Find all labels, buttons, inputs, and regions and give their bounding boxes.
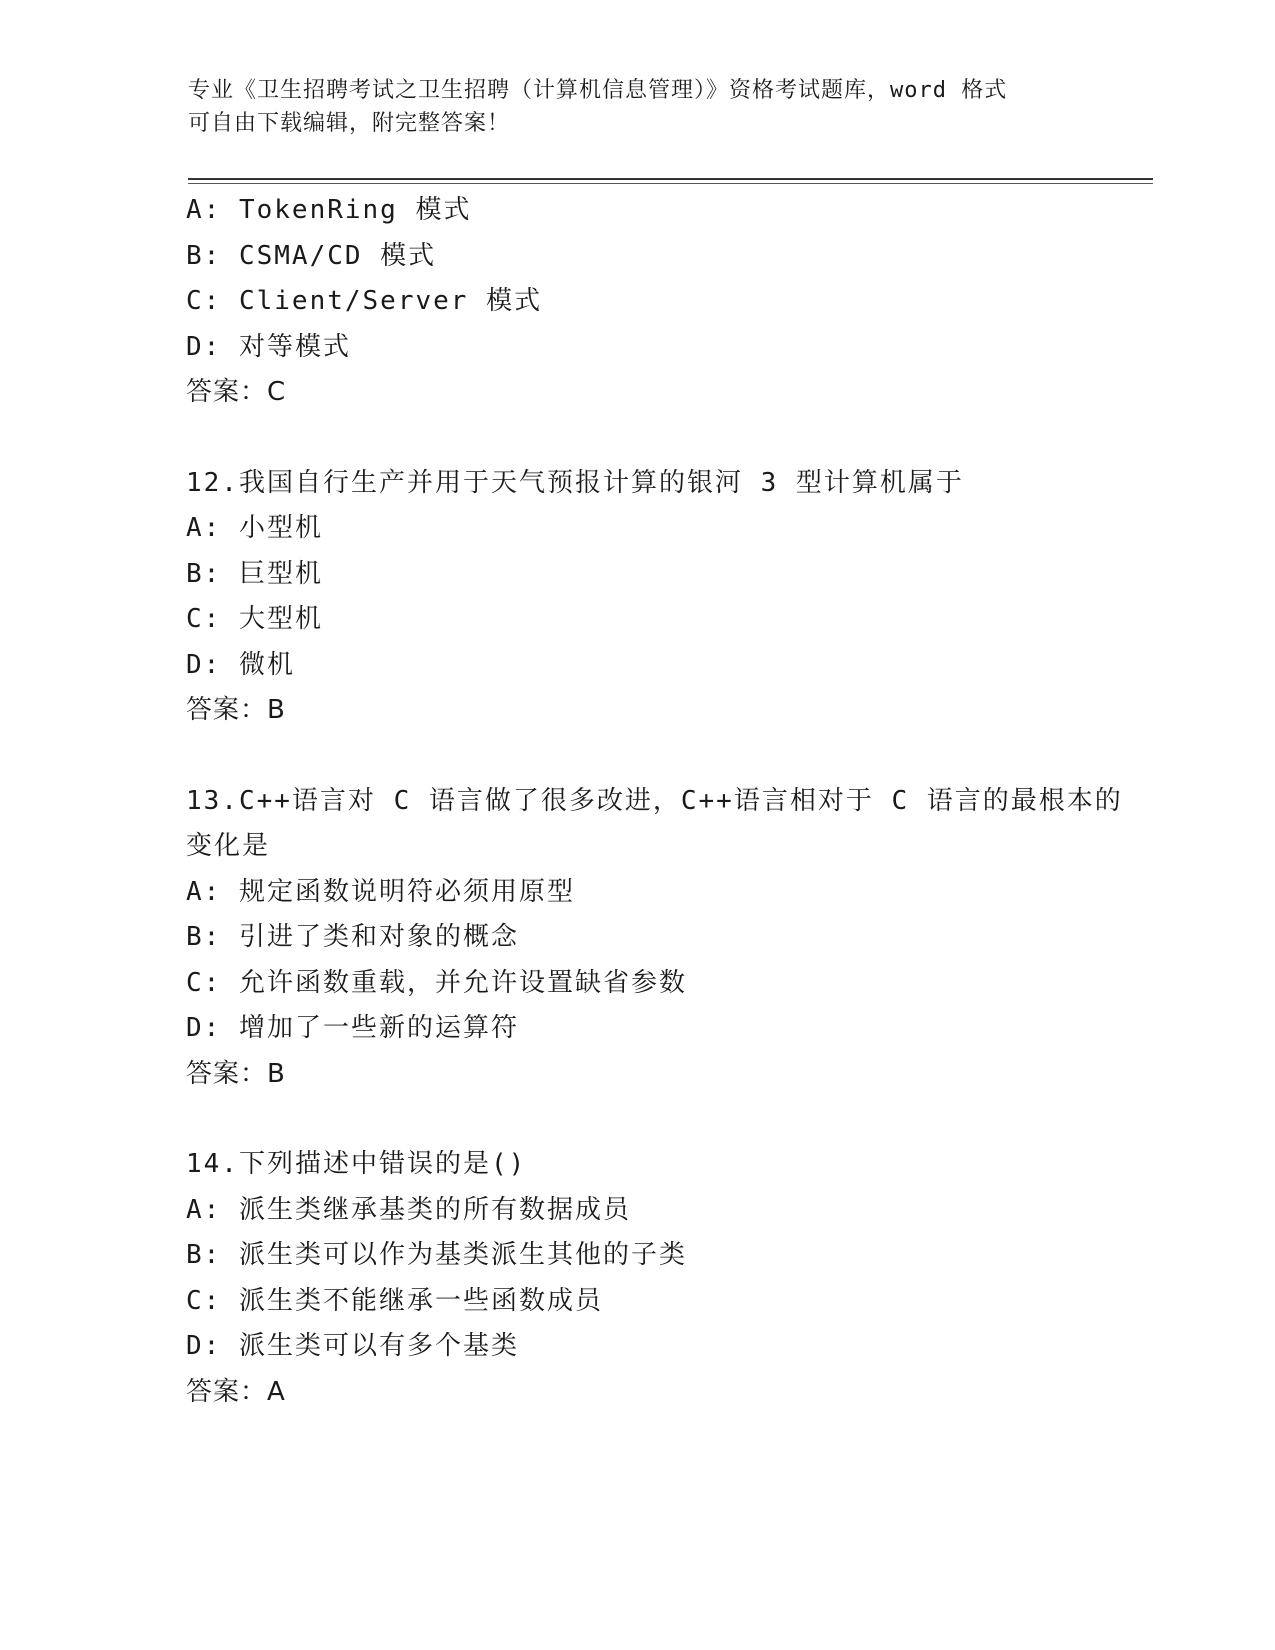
header-rule-thin — [188, 183, 1153, 184]
answer-line: 答案：C — [186, 377, 287, 407]
header-line-2: 可自由下载编辑，附完整答案！ — [188, 111, 511, 136]
header-rule-thick — [188, 178, 1153, 180]
question-content — [186, 188, 1123, 1415]
option-b: B: 引进了类和对象的概念 — [186, 922, 519, 952]
question-text: 12.我国自行生产并用于天气预报计算的银河 3 型计算机属于 — [186, 467, 964, 498]
option-b: B: 派生类可以作为基类派生其他的子类 — [186, 1240, 687, 1270]
option-a: A: TokenRing 模式 — [186, 195, 472, 225]
header-line-1: 专业《卫生招聘考试之卫生招聘（计算机信息管理）》资格考试题库，word 格式 — [188, 78, 1008, 103]
option-d: D: 增加了一些新的运算符 — [186, 1013, 519, 1043]
option-d: D: 派生类可以有多个基类 — [186, 1331, 519, 1361]
answer-line: 答案：A — [186, 1376, 286, 1407]
answer-line: 答案：B — [186, 695, 286, 725]
option-c: C: 允许函数重载，并允许设置缺省参数 — [186, 967, 687, 998]
question-text: 13.C++语言对 C 语言做了很多改进，C++语言相对于 C 语言的最根本的 — [186, 785, 1123, 816]
question-block-13 — [186, 779, 1123, 1098]
spacer — [186, 416, 1086, 461]
option-b: B: 巨型机 — [186, 558, 323, 589]
option-a: A: 派生类继承基类的所有数据成员 — [186, 1194, 631, 1225]
option-c: C: Client/Server 模式 — [186, 286, 543, 316]
question-block-14 — [186, 1142, 1086, 1415]
option-c: C: 派生类不能继承一些函数成员 — [186, 1285, 603, 1316]
option-b: B: CSMA/CD 模式 — [186, 240, 437, 271]
option-a: A: 规定函数说明符必须用原型 — [186, 876, 575, 907]
question-text-continued: 变化是 — [186, 831, 271, 861]
spacer — [186, 1097, 1086, 1142]
spacer — [186, 734, 1086, 779]
question-text: 14.下列描述中错误的是() — [186, 1149, 527, 1179]
option-c: C: 大型机 — [186, 604, 323, 634]
question-block-12 — [186, 461, 1086, 734]
answer-line: 答案：B — [186, 1058, 286, 1089]
question-block-previous — [186, 188, 1086, 416]
option-d: D: 微机 — [186, 649, 295, 680]
option-a: A: 小型机 — [186, 513, 323, 543]
option-d: D: 对等模式 — [186, 331, 351, 362]
document-header — [188, 74, 1088, 140]
